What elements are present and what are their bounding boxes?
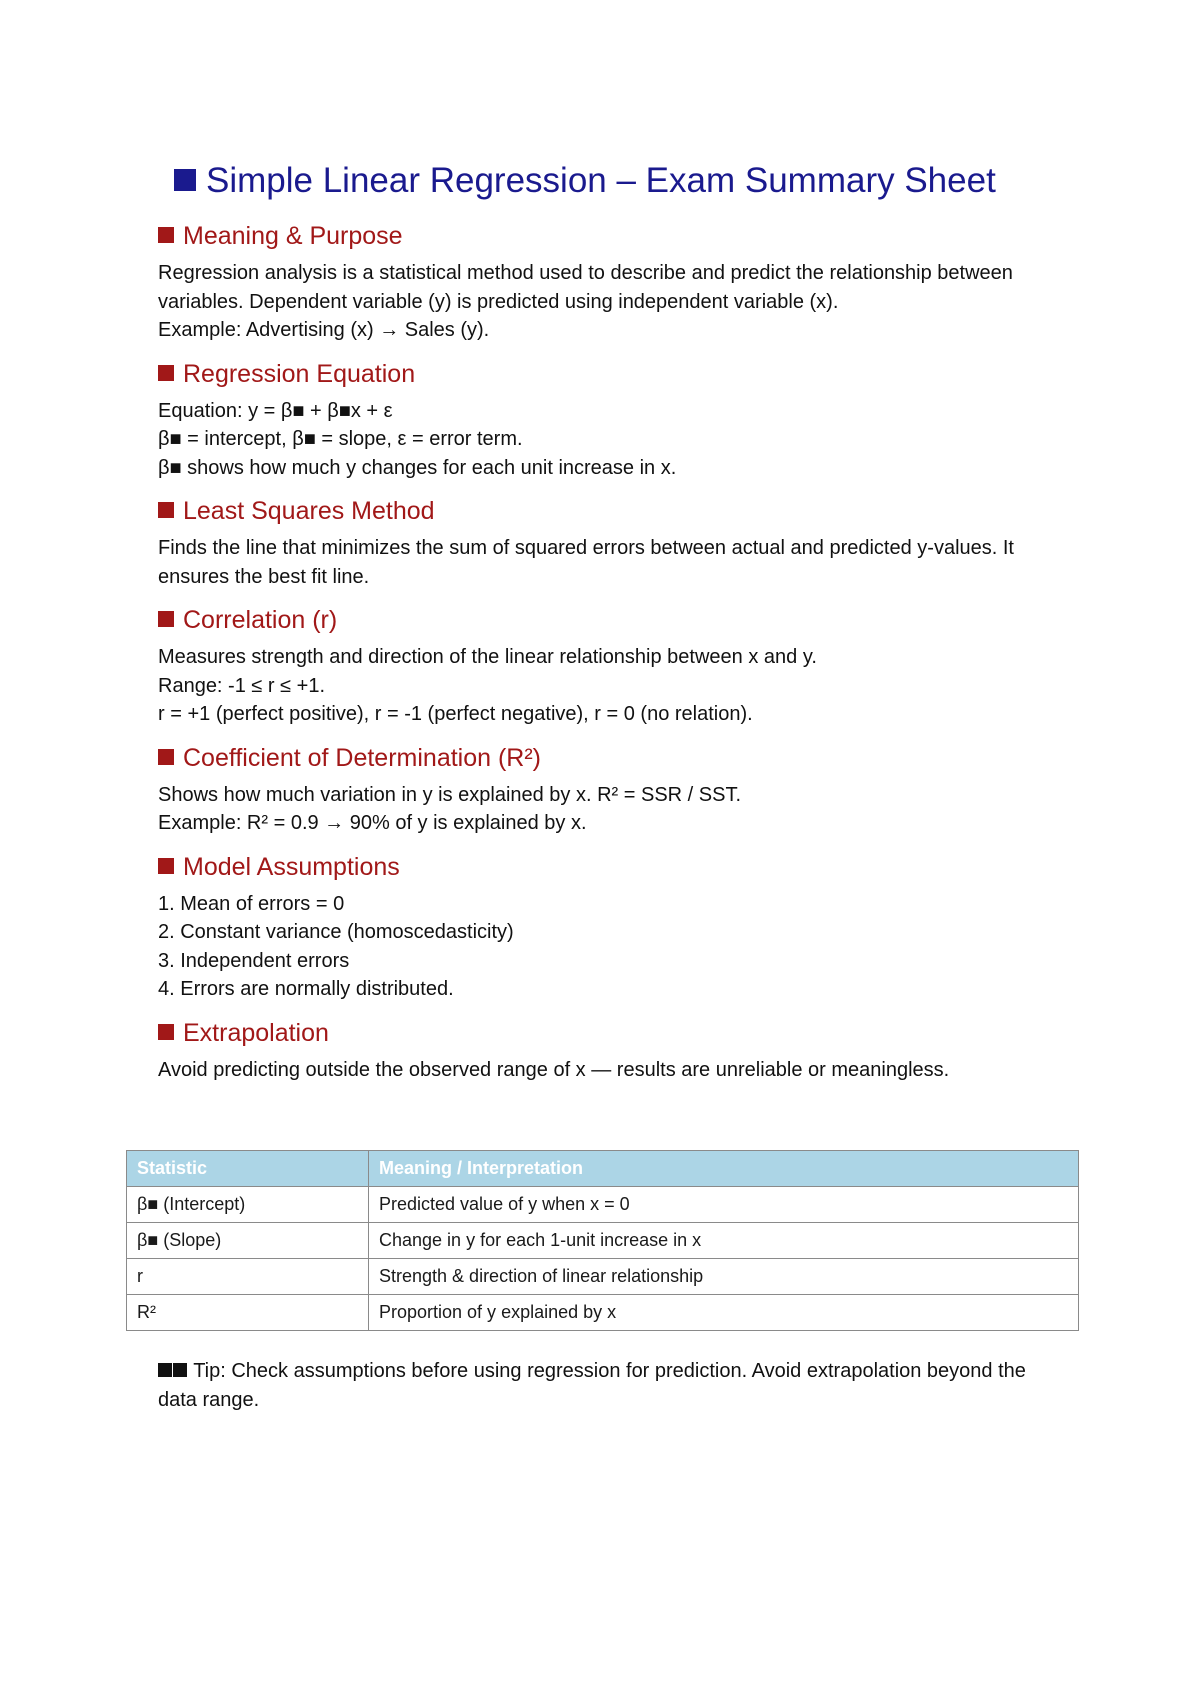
section-text: Range: -1 ≤ r ≤ +1. bbox=[158, 674, 326, 697]
section-heading bbox=[158, 1014, 1080, 1052]
section-heading bbox=[158, 492, 1080, 530]
assumption-item: 4. Errors are normally distributed. bbox=[158, 978, 454, 1000]
section-heading-text: Coefficient of Determination (R²) bbox=[183, 743, 542, 772]
section-heading bbox=[158, 739, 1080, 777]
table-cell: Proportion of y explained by x bbox=[369, 1295, 1079, 1331]
section-heading bbox=[158, 217, 1080, 255]
square-bullet-icon bbox=[158, 502, 174, 518]
table-header-cell: Statistic bbox=[127, 1151, 369, 1187]
section-least-squares bbox=[158, 492, 1080, 591]
section-text: Example: R² = 0.9 → 90% of y is explained by x. bbox=[158, 812, 587, 834]
section-heading-text: Meaning & Purpose bbox=[183, 222, 403, 250]
section-text: Avoid predicting outside the observed range of x — results are unreliable or meaningless. bbox=[158, 1058, 950, 1081]
section-heading-text: Least Squares Method bbox=[183, 497, 435, 525]
section-text: β■ = intercept, β■ = slope, ε = error term. bbox=[158, 428, 523, 450]
table-row bbox=[127, 1187, 1079, 1223]
section-text: Shows how much variation in y is explained by x. R² = SSR / SST. bbox=[158, 783, 742, 806]
table-cell: β■ (Intercept) bbox=[127, 1187, 369, 1223]
section-text: Measures strength and direction of the linear relationship between x and y. bbox=[158, 646, 817, 668]
section-text: Finds the line that minimizes the sum of squared errors between actual and predicted y-values. It ensures the best fit line. bbox=[158, 537, 1014, 588]
document-page bbox=[137, 155, 1080, 1411]
assumption-item: 2. Constant variance (homoscedasticity) bbox=[158, 921, 514, 943]
statistics-table bbox=[126, 1150, 1079, 1331]
document-title-text: Simple Linear Regression – Exam Summary Sheet bbox=[206, 161, 996, 200]
tip-text: Tip: Check assumptions before using regression for prediction. Avoid extrapolation beyond the data range. bbox=[158, 1360, 1026, 1411]
section-body bbox=[158, 1056, 1080, 1085]
square-bullet-icon bbox=[158, 365, 174, 381]
section-coefficient-determination bbox=[158, 739, 1080, 838]
table-row bbox=[127, 1259, 1079, 1295]
section-regression-equation bbox=[158, 355, 1080, 483]
section-heading bbox=[158, 848, 1080, 886]
section-text: Example: Advertising (x) → Sales (y). bbox=[158, 319, 490, 341]
table-cell: r bbox=[127, 1259, 369, 1295]
square-bullet-icon bbox=[173, 1363, 187, 1377]
section-meaning-purpose bbox=[158, 217, 1080, 345]
square-bullet-icon bbox=[158, 227, 174, 243]
section-text: Regression analysis is a statistical method used to describe and predict the relationship between variables. Dependent variable (y) is predicted using independent variable (x). bbox=[158, 262, 1013, 313]
table-cell: Strength & direction of linear relationship bbox=[369, 1259, 1079, 1295]
square-bullet-icon bbox=[158, 858, 174, 874]
table-cell: R² bbox=[127, 1295, 369, 1331]
document-title bbox=[174, 155, 1080, 207]
table-row bbox=[127, 1223, 1079, 1259]
assumption-item: 1. Mean of errors = 0 bbox=[158, 892, 345, 915]
square-bullet-icon bbox=[158, 749, 174, 765]
section-text: Equation: y = β■ + β■x + ε bbox=[158, 399, 393, 422]
table-cell: Predicted value of y when x = 0 bbox=[369, 1187, 1079, 1223]
square-bullet-icon bbox=[158, 611, 174, 627]
section-extrapolation bbox=[158, 1014, 1080, 1085]
section-text: r = +1 (perfect positive), r = -1 (perfect negative), r = 0 (no relation). bbox=[158, 703, 753, 725]
section-model-assumptions bbox=[158, 848, 1080, 1004]
assumption-item: 3. Independent errors bbox=[158, 949, 350, 972]
section-heading-text: Correlation (r) bbox=[183, 606, 338, 634]
table-row bbox=[127, 1295, 1079, 1331]
section-heading-text: Model Assumptions bbox=[183, 852, 400, 881]
table-header-cell: Meaning / Interpretation bbox=[369, 1151, 1079, 1187]
section-heading bbox=[158, 601, 1080, 639]
table-cell: Change in y for each 1-unit increase in x bbox=[369, 1223, 1079, 1259]
section-correlation bbox=[158, 601, 1080, 729]
section-body bbox=[158, 781, 1080, 838]
square-bullet-icon bbox=[174, 169, 196, 191]
section-body bbox=[158, 643, 1080, 729]
section-body bbox=[158, 890, 1080, 1004]
section-body bbox=[158, 397, 1080, 483]
section-body bbox=[158, 534, 1080, 591]
table-cell: β■ (Slope) bbox=[127, 1223, 369, 1259]
section-heading-text: Extrapolation bbox=[183, 1018, 329, 1047]
tip-note bbox=[158, 1357, 1038, 1414]
section-heading bbox=[158, 355, 1080, 393]
section-text: β■ shows how much y changes for each unit increase in x. bbox=[158, 456, 677, 479]
square-bullet-icon bbox=[158, 1363, 172, 1377]
table-header-row bbox=[127, 1151, 1079, 1187]
square-bullet-icon bbox=[158, 1024, 174, 1040]
section-body bbox=[158, 259, 1080, 345]
section-heading-text: Regression Equation bbox=[183, 359, 416, 388]
